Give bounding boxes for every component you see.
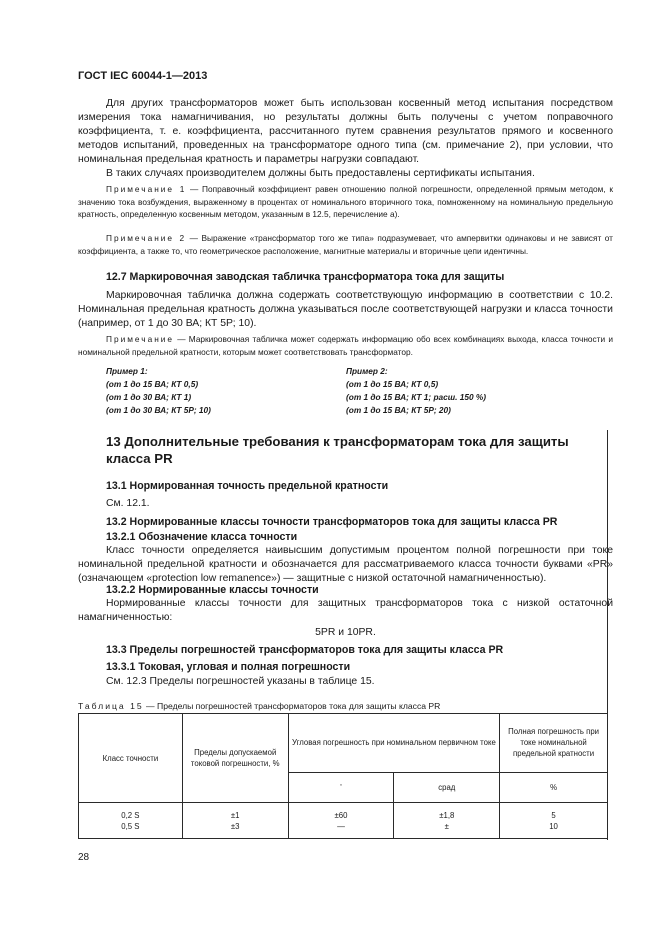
header-angle-error: Угловая погрешность при номинальном первичном токе (288, 714, 500, 773)
header-unit-percent: % (500, 772, 608, 802)
note-1 (78, 183, 613, 221)
header-unit-crad: срад (394, 772, 500, 802)
table-caption-text: — Пределы погрешностей трансформаторов тока для защиты класса PR (143, 701, 441, 711)
note-2 (78, 232, 613, 257)
note-2-text: — Выражение «трансформатор того же типа» подразумевает, что ампервитки одинаковы и не зависят от коэффициента, а также то, что геометрическое расположение, магнитные материалы и вторичные цепи идентичны. (78, 233, 613, 256)
note-2-label: Примечание 2 (106, 233, 187, 243)
table-15 (78, 713, 608, 839)
table-caption-label: Таблица 15 (78, 701, 144, 711)
example-2-line: (от 1 до 15 ВА; КТ 5Р; 20) (346, 405, 451, 415)
example-1-line: (от 1 до 15 ВА; КТ 0,5) (106, 379, 199, 389)
section-13-2-2-text: Нормированные классы точности для защитных трансформаторов тока с низкой остаточной намагниченностью: (78, 598, 613, 623)
example-1-line: (от 1 до 30 ВА; КТ 1) (106, 392, 192, 402)
note-3 (78, 333, 613, 358)
note-3-label: Примечание (106, 334, 175, 344)
example-2 (346, 365, 486, 417)
example-1-line: (от 1 до 30 ВА; КТ 5Р; 10) (106, 405, 211, 415)
document-header: ГОСТ IEC 60044-1—2013 (78, 70, 208, 82)
section-13-3-1-heading: 13.3.1 Токовая, угловая и полная погрешности (106, 661, 351, 673)
paragraph-certificates: В таких случаях производителем должны быть предоставлены сертификаты испытания. (106, 168, 535, 179)
section-13-heading: 13 Дополнительные требования к трансформаторам тока для защиты класса PR (106, 434, 569, 466)
cell-class: 0,2 S 0,5 S (79, 803, 183, 839)
table-15-caption (78, 701, 440, 711)
section-13-1-heading: 13.1 Нормированная точность предельной кратности (106, 480, 389, 492)
example-1-title: Пример 1: (106, 366, 148, 376)
example-2-line: (от 1 до 15 ВА; КТ 0,5) (346, 379, 439, 389)
header-current-error: Пределы допускаемой токовой погрешности, % (182, 714, 288, 803)
paragraph-indirect-method: Для других трансформаторов может быть использован косвенный метод испытания посредством измерения тока намагничивания, но результаты должны быть получены с учетом поправочного коэффициента, т. е. коэффициента, рассчитанного путем сравнения результатов прямого и косвенного методов испытаний, проведенных на трансформаторе одного типа (см. примечание 2), при условии, что номинальная предельная кратность и параметры нагрузки совпадают. (78, 98, 613, 165)
header-unit-minutes: ' (288, 772, 394, 802)
cell-minutes: ±60 — (288, 803, 394, 839)
page-number: 28 (78, 852, 90, 863)
classes-list: 5PR и 10PR. (315, 627, 376, 638)
section-13-1-text: См. 12.1. (106, 498, 150, 509)
note-3-text: — Маркировочная табличка может содержать информацию обо всех комбинациях выхода, класса точности и номинальной предельной кратности, которым может соответствовать трансформатор. (78, 334, 613, 357)
section-12-7-heading: 12.7 Маркировочная заводская табличка трансформатора тока для защиты (106, 271, 505, 283)
table-header-row (79, 714, 608, 773)
note-1-label: Примечание 1 (106, 184, 187, 194)
example-2-title: Пример 2: (346, 366, 388, 376)
section-12-7-text: Маркировочная табличка должна содержать соответствующую информацию в соответствии с 10.2. Номинальная предельная кратность должна указываться после соответствующей нагрузки и класса точности (например, от 1 до 30 ВА; КТ 5Р; 10). (78, 290, 613, 329)
section-13-3-1-text: См. 12.3 Пределы погрешностей указаны в таблице 15. (106, 676, 375, 687)
section-13-2-1-text: Класс точности определяется наивысшим допустимым процентом полной погрешности при токе номинальной предельной кратности и обозначается для рассматриваемого класса точности буквами «PR» (означающем «protection low remanence») — защитные с низкой остаточной намагниченностью). (78, 545, 613, 584)
header-total-error: Полная погрешность при токе номинальной предельной кратности (500, 714, 608, 773)
table-row (79, 803, 608, 839)
note-1-text: — Поправочный коэффициент равен отношению полной погрешности, определенной прямым методом, к значению тока возбуждения, выраженному в процентах от номинального вторичного тока, помноженному на номинальную предельную кратность, определенную косвенным методом, указанным в 12.5, перечисление а). (78, 184, 613, 219)
cell-crad: ±1,8 ± (394, 803, 500, 839)
cell-current: ±1 ±3 (182, 803, 288, 839)
cell-total: 5 10 (500, 803, 608, 839)
section-13-2-heading: 13.2 Нормированные классы точности трансформаторов тока для защиты класса PR (106, 516, 558, 528)
header-class: Класс точности (79, 714, 183, 803)
example-1 (106, 365, 211, 417)
example-2-line: (от 1 до 15 ВА; КТ 1; расш. 150 %) (346, 392, 487, 402)
section-13-2-1-heading: 13.2.1 Обозначение класса точности (106, 531, 298, 543)
section-13-3-heading: 13.3 Пределы погрешностей трансформаторов тока для защиты класса PR (106, 644, 504, 656)
section-13-2-2-heading: 13.2.2 Нормированные классы точности (106, 584, 319, 596)
